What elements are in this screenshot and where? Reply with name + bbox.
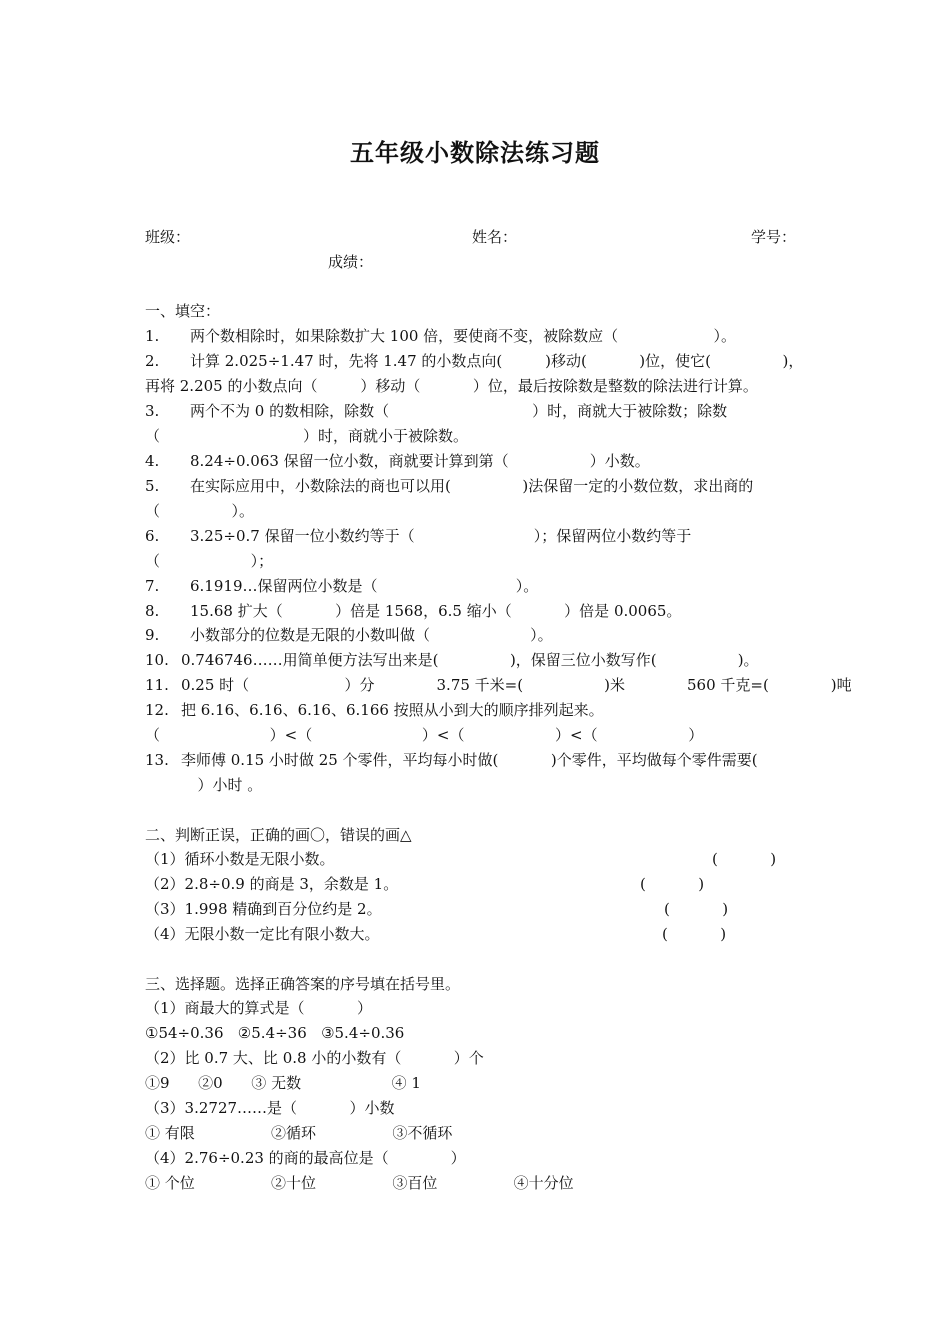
q6-number: 6. xyxy=(145,527,160,545)
choice-q1-options: ①54÷0.36 ②5.4÷36 ③5.4÷0.36 xyxy=(145,1024,405,1042)
judge-blank-4: ( ) xyxy=(662,925,727,943)
q11-text: 0.25 时（ ）分 3.75 千米=( )米 560 千克=( )吨 xyxy=(181,676,852,694)
q9-number: 9. xyxy=(145,626,160,644)
student-id-label: 学号： xyxy=(751,228,797,246)
q2-number: 2. xyxy=(145,352,160,370)
q6-text: 3.25÷0.7 保留一位小数约等于（ ）；保留两位小数约等于 xyxy=(190,527,692,545)
page-title: 五年级小数除法练习题 xyxy=(350,138,600,167)
choice-q2-options: ①9 ②0 ③ 无数 ④ 1 xyxy=(145,1074,421,1092)
q2-text-cont: 再将 2.205 的小数点向（ ）移动（ ）位，最后按除数是整数的除法进行计算。 xyxy=(145,377,758,395)
q3-text-cont: （ ）时，商就小于被除数。 xyxy=(145,427,469,445)
q8-number: 8. xyxy=(145,602,160,620)
q3-text: 两个不为 0 的数相除，除数（ ）时，商就大于被除数；除数 xyxy=(190,402,728,420)
choice-q4: （4）2.76÷0.23 的商的最高位是（ ） xyxy=(145,1149,466,1167)
q12-text: 把 6.16、6.16、6.16、6.166 按照从小到大的顺序排列起来。 xyxy=(181,701,604,719)
judge-blank-3: ( ) xyxy=(664,900,729,918)
q6-text-cont: （ ）； xyxy=(145,552,274,570)
section3-heading: 三、选择题。选择正确答案的序号填在括号里。 xyxy=(145,975,461,993)
judge-blank-2: ( ) xyxy=(640,875,705,893)
name-label: 姓名： xyxy=(472,228,518,246)
q4-text: 8.24÷0.063 保留一位小数，商就要计算到第（ ）小数。 xyxy=(190,452,650,470)
q4-number: 4. xyxy=(145,452,160,470)
choice-q1: （1）商最大的算式是（ ） xyxy=(145,999,372,1017)
q12-blanks: （ ）<（ ）<（ ）<（ ） xyxy=(145,726,704,744)
q5-text-cont: （ ）。 xyxy=(145,502,255,520)
choice-q3: （3）3.2727……是（ ）小数 xyxy=(145,1099,395,1117)
q12-number: 12. xyxy=(145,701,169,719)
q10-number: 10. xyxy=(145,651,169,669)
choice-q2: （2）比 0.7 大、比 0.8 小的小数有（ ）个 xyxy=(145,1049,484,1067)
q3-number: 3. xyxy=(145,402,160,420)
q5-text: 在实际应用中，小数除法的商也可以用( )法保留一定的小数位数，求出商的 xyxy=(190,477,754,495)
q7-number: 7. xyxy=(145,577,160,595)
q7-text: 6.1919…保留两位小数是（ ）。 xyxy=(190,577,539,595)
q2-text: 计算 2.025÷1.47 时，先将 1.47 的小数点向( )移动( )位，使它( )， xyxy=(190,352,804,370)
choice-q4-options: ① 个位 ②十位 ③百位 ④十分位 xyxy=(145,1174,574,1192)
q13-text-cont: ）小时 。 xyxy=(145,776,263,794)
q13-number: 13. xyxy=(145,751,169,769)
judge-blank-1: ( ) xyxy=(712,850,777,868)
section2-heading: 二、判断正误，正确的画〇，错误的画△ xyxy=(145,826,412,844)
q9-text: 小数部分的位数是无限的小数叫做（ ）。 xyxy=(190,626,553,644)
section1-heading: 一、填空： xyxy=(145,302,221,320)
q13-text: 李师傅 0.15 小时做 25 个零件，平均每小时做( )个零件，平均做每个零件需要( xyxy=(181,751,758,769)
judge-item-1: （1）循环小数是无限小数。 xyxy=(145,850,335,868)
judge-item-4: （4）无限小数一定比有限小数大。 xyxy=(145,925,380,943)
q8-text: 15.68 扩大（ ）倍是 1568，6.5 缩小（ ）倍是 0.0065。 xyxy=(190,602,682,620)
q11-number: 11. xyxy=(145,676,169,694)
q5-number: 5. xyxy=(145,477,160,495)
class-label: 班级： xyxy=(145,228,191,246)
judge-item-2: （2）2.8÷0.9 的商是 3，余数是 1。 xyxy=(145,875,399,893)
score-label: 成绩： xyxy=(328,253,374,271)
q1-text: 两个数相除时，如果除数扩大 100 倍，要使商不变，被除数应（ ）。 xyxy=(190,327,737,345)
q10-text: 0.746746……用简单便方法写出来是( )，保留三位小数写作( )。 xyxy=(181,651,759,669)
choice-q3-options: ① 有限 ②循环 ③不循环 xyxy=(145,1124,453,1142)
q1-number: 1. xyxy=(145,327,160,345)
judge-item-3: （3）1.998 精确到百分位约是 2。 xyxy=(145,900,382,918)
